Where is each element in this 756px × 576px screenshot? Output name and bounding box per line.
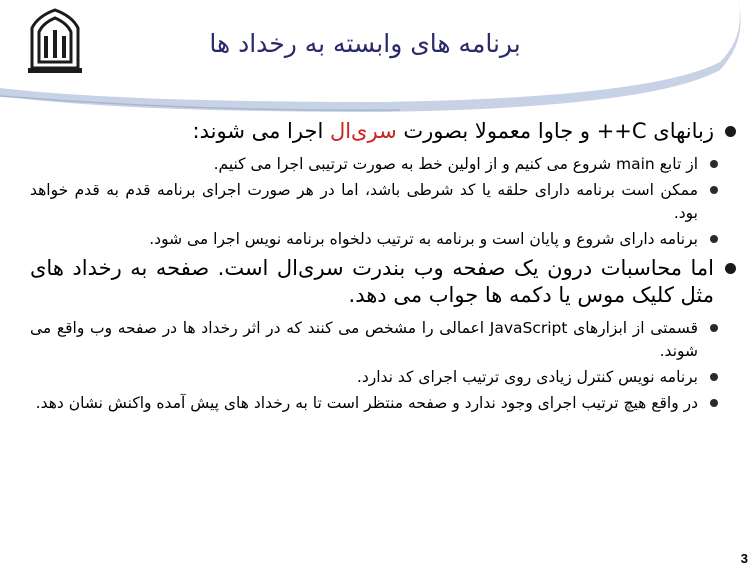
sub-bullet-dot-icon — [710, 186, 718, 194]
sub-bullet-text: در واقع هیچ ترتیب اجرای وجود ندارد و صفحه منتظر است تا به رخداد های پیش آمده واکنش نشان دهد. — [35, 394, 698, 412]
bullet-text-part: زبانهای C++ و جاوا معمولا بصورت — [396, 119, 714, 143]
sub-bullet — [30, 228, 738, 251]
sub-bullet-dot-icon — [710, 373, 718, 381]
sub-bullet-text: برنامه دارای شروع و پایان است و برنامه به ترتیب دلخواه برنامه نویس اجرا می شود. — [149, 230, 698, 248]
bullet-text: اما محاسبات درون یک صفحه وب بندرت سری‌ال است. صفحه به رخداد های مثل کلیک موس یا دکمه ها جواب می دهد. — [30, 256, 714, 307]
bullet-text-part: اجرا می شوند: — [192, 119, 330, 143]
sub-bullet — [30, 366, 738, 389]
tower-emblem-icon — [18, 6, 92, 76]
page-number: 3 — [740, 551, 748, 566]
sub-bullet-dot-icon — [710, 324, 718, 332]
sub-bullet — [30, 392, 738, 415]
slide-title: برنامه های وابسته به رخداد ها — [209, 29, 521, 58]
slide-body — [30, 118, 738, 418]
sub-bullet-text: از تابع main شروع می کنیم و از اولین خط به صورت ترتیبی اجرا می کنیم. — [213, 155, 698, 173]
sub-bullet-dot-icon — [710, 399, 718, 407]
highlight-serial: سری‌ال — [329, 119, 397, 143]
bullet-web-events — [30, 255, 738, 309]
bullet-dot-icon — [725, 126, 736, 137]
sub-bullet — [30, 317, 738, 363]
sub-bullet-text: برنامه نویس کنترل زیادی روی ترتیب اجرای کد ندارد. — [356, 368, 698, 386]
sub-bullet-dot-icon — [710, 160, 718, 168]
bullet-dot-icon — [725, 263, 736, 274]
sub-bullet-text: ممکن است برنامه دارای حلقه یا کد شرطی باشد، اما در هر صورت اجرای برنامه قدم به قدم خواهد بود. — [30, 181, 698, 222]
bullet-serial-languages — [30, 118, 738, 145]
sub-bullet-dot-icon — [710, 235, 718, 243]
sub-bullet — [30, 179, 738, 225]
sub-bullet — [30, 153, 738, 176]
sub-bullet-text: قسمتی از ابزارهای JavaScript اعمالی را مشخص می کنند که در اثر رخداد ها در صفحه وب واقع می شوند. — [30, 319, 698, 360]
